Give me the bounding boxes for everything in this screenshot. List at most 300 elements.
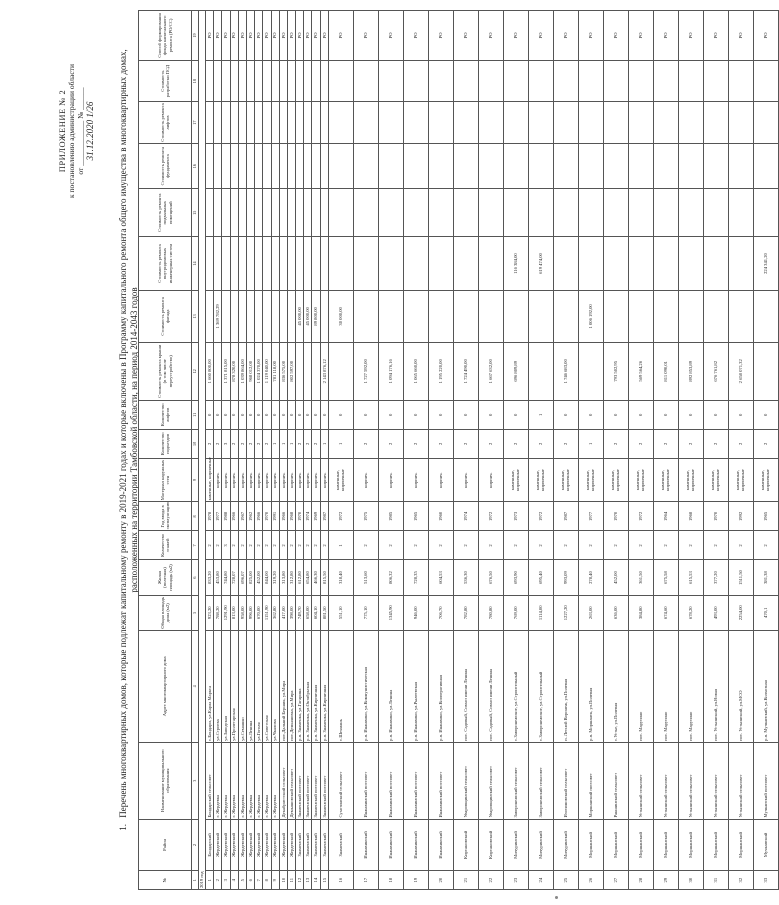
table-cell: 2: [478, 429, 503, 458]
table-cell: Мучкапский: [753, 819, 778, 871]
table-cell: Уваровщинский сельсовет: [453, 742, 478, 819]
column-header: Наименование муниципального образования: [139, 742, 192, 819]
table-cell: РО: [312, 11, 320, 61]
table-cell: 775,10: [353, 595, 378, 630]
table-cell: РО: [503, 11, 528, 61]
table-row: [703, 11, 728, 890]
table-row: [728, 11, 753, 890]
table-cell: [553, 102, 578, 143]
table-cell: Моршанский: [653, 819, 678, 871]
table-cell: РО: [238, 11, 246, 61]
table-cell: [255, 143, 263, 189]
table-cell: [296, 102, 304, 143]
table-cell: [628, 290, 653, 342]
table-cell: 2: [703, 429, 728, 458]
table-cell: [328, 102, 353, 143]
table-cell: 836 575,00: [279, 342, 287, 400]
table-cell: 0: [230, 400, 238, 429]
table-cell: пос. Марусино: [678, 630, 703, 742]
table-cell: 2: [378, 531, 403, 560]
table-cell: каменные, кирпичные: [553, 458, 578, 502]
table-cell: 224 341,20: [753, 237, 778, 291]
table-row: [678, 11, 703, 890]
column-number: 13: [192, 290, 199, 342]
column-number: 10: [192, 429, 199, 458]
table-cell: [238, 237, 246, 291]
table-cell: [478, 290, 503, 342]
column-number: 3: [192, 742, 199, 819]
table-cell: [728, 143, 753, 189]
table-cell: 0: [320, 400, 328, 429]
table-cell: 2: [578, 531, 603, 560]
table-cell: 452,00: [603, 560, 628, 595]
table-cell: 8: [263, 871, 271, 890]
table-cell: [296, 60, 304, 101]
table-cell: [263, 237, 271, 291]
table-cell: 0: [328, 400, 353, 429]
table-cell: Демьяновский сельсовет: [287, 742, 295, 819]
table-cell: 14: [312, 871, 320, 890]
table-cell: РО: [304, 11, 312, 61]
table-cell: г. Жердевка: [238, 742, 246, 819]
table-cell: 33: [753, 871, 778, 890]
table-cell: 25: [553, 871, 578, 890]
table-cell: [703, 143, 728, 189]
table-cell: 2: [296, 531, 304, 560]
column-number: 2: [192, 819, 199, 871]
table-cell: 1972: [528, 502, 553, 531]
column-number: 15: [192, 189, 199, 237]
table-cell: [678, 143, 703, 189]
table-cell: ул.Пролетарская: [230, 630, 238, 742]
table-row: [312, 11, 320, 890]
table-cell: пос. Устьинский, ул.Новая: [703, 630, 728, 742]
table-cell: 0: [214, 400, 222, 429]
table-cell: 361,50: [628, 560, 653, 595]
table-cell: 2: [206, 429, 214, 458]
table-cell: Ракшинский сельсовет: [603, 742, 628, 819]
column-number-row: [192, 11, 199, 890]
column-header: Способ формирования фонда капитального ремонта (РО/СС): [139, 11, 192, 61]
table-cell: 384,80: [628, 595, 653, 630]
table-cell: Бондарский: [206, 819, 214, 871]
table-cell: [753, 143, 778, 189]
table-cell: 881,50: [320, 595, 328, 630]
table-cell: 21: [453, 871, 478, 890]
table-cell: [753, 342, 778, 400]
column-header: Адрес многоквартирного дома: [139, 630, 192, 742]
table-cell: 16: [328, 871, 353, 890]
table-cell: р.п. Знаменка, ул.Октябрьская: [304, 630, 312, 742]
table-cell: 13: [304, 871, 312, 890]
table-cell: [478, 143, 503, 189]
table-cell: Жердевский: [230, 819, 238, 871]
table-cell: [378, 102, 403, 143]
table-cell: 1991: [271, 502, 279, 531]
table-cell: [603, 102, 628, 143]
table-cell: [279, 237, 287, 291]
table-cell: Инжавинский: [403, 819, 428, 871]
table-cell: кирпич.: [428, 458, 453, 502]
table-cell: 678,20: [678, 595, 703, 630]
table-row: [287, 11, 295, 890]
table-cell: РО: [246, 11, 254, 61]
table-cell: [653, 290, 678, 342]
table-cell: ул.Советская: [263, 630, 271, 742]
table-cell: [230, 102, 238, 143]
table-cell: [279, 290, 287, 342]
table-cell: 0: [553, 400, 578, 429]
table-cell: РО: [453, 11, 478, 61]
table-cell: 2: [728, 531, 753, 560]
table-cell: 968 012,00: [246, 342, 254, 400]
column-number: 8: [192, 502, 199, 531]
table-cell: 695,40: [528, 560, 553, 595]
table-cell: 0: [287, 400, 295, 429]
table-cell: РО: [287, 11, 295, 61]
table-cell: [263, 189, 271, 237]
table-cell: 1977: [214, 502, 222, 531]
table-cell: [312, 237, 320, 291]
table-cell: [728, 237, 753, 291]
table-cell: 782,80: [453, 595, 478, 630]
table-cell: [271, 290, 279, 342]
table-cell: 788,20: [214, 595, 222, 630]
table-cell: [578, 143, 603, 189]
table-cell: 29: [653, 871, 678, 890]
table-cell: 604,10: [312, 595, 320, 630]
table-cell: 19: [403, 871, 428, 890]
table-cell: Инжавинский поссовет: [353, 742, 378, 819]
table-cell: [503, 143, 528, 189]
table-cell: ул.Заводская: [222, 630, 230, 742]
table-cell: 2: [312, 429, 320, 458]
table-cell: [206, 60, 214, 101]
table-cell: 2: [214, 429, 222, 458]
table-cell: РО: [728, 11, 753, 61]
table-cell: 1977: [578, 502, 603, 531]
table-cell: [478, 60, 503, 101]
table-cell: 2: [553, 531, 578, 560]
table-cell: 2: [553, 429, 578, 458]
table-cell: Устьинский сельсовет: [678, 742, 703, 819]
table-cell: 1 195 220,00: [428, 342, 453, 400]
table-cell: [296, 237, 304, 291]
table-cell: РО: [603, 11, 628, 61]
table-row: [263, 11, 271, 890]
table-cell: [753, 290, 778, 342]
table-cell: [453, 143, 478, 189]
table-cell: [304, 189, 312, 237]
table-cell: [403, 143, 428, 189]
table-cell: 466,30: [312, 560, 320, 595]
table-cell: 769,00: [503, 595, 528, 630]
table-row: [206, 11, 214, 890]
table-cell: [271, 102, 279, 143]
table-cell: 22: [478, 871, 503, 890]
table-cell: 0: [628, 400, 653, 429]
table-cell: [378, 60, 403, 101]
table-cell: 1966: [255, 502, 263, 531]
table-row: [428, 11, 453, 890]
table-cell: Моршанский: [728, 819, 753, 871]
table-cell: 2: [378, 429, 403, 458]
table-cell: 569 564,26: [628, 342, 653, 400]
table-cell: [279, 102, 287, 143]
table-cell: [304, 60, 312, 101]
table-cell: [428, 143, 453, 189]
table-cell: [403, 102, 428, 143]
table-cell: 0: [271, 400, 279, 429]
table-cell: 551,10: [328, 595, 353, 630]
table-cell: 815,50: [320, 560, 328, 595]
table-cell: 319,20: [271, 560, 279, 595]
table-cell: 604,53: [428, 560, 453, 595]
table-cell: пос.Демьяновка, ул.Мира: [287, 630, 295, 742]
table-cell: 2: [246, 429, 254, 458]
table-cell: 12: [296, 871, 304, 890]
column-header: Стоимость ремонта внутридомовых инженерных систем: [139, 237, 192, 291]
table-cell: пос. Марусино: [628, 630, 653, 742]
table-cell: 0: [503, 400, 528, 429]
title-line-2: расположенных на территории Тамбовской области, на период 2014-2043 годов: [129, 287, 139, 593]
table-cell: [222, 237, 230, 291]
table-cell: [328, 143, 353, 189]
table-cell: кирпич.: [378, 458, 403, 502]
document-title: [118, 15, 140, 865]
table-cell: 1 006 192,00: [578, 290, 603, 342]
table-cell: [320, 60, 328, 101]
table-cell: кирпич.: [304, 458, 312, 502]
table-cell: 2: [296, 429, 304, 458]
table-cell: [296, 342, 304, 400]
table-cell: 417,00: [279, 595, 287, 630]
column-number: 19: [192, 11, 199, 61]
table-cell: 1970: [703, 502, 728, 531]
table-cell: кирпич.: [230, 458, 238, 502]
table-cell: 612,80: [296, 560, 304, 595]
table-cell: Инжавинский поссовет: [403, 742, 428, 819]
table-cell: 536,30: [453, 560, 478, 595]
table-cell: 1965: [753, 502, 778, 531]
table-cell: Устьинский сельсовет: [653, 742, 678, 819]
table-cell: 728,07: [230, 560, 238, 595]
table-cell: 2: [214, 531, 222, 560]
table-cell: РО: [528, 11, 553, 61]
table-cell: [453, 189, 478, 237]
table-cell: 453,80: [214, 560, 222, 595]
table-cell: 1967: [238, 502, 246, 531]
table-row: [378, 11, 403, 890]
column-header: Количество этажей: [139, 531, 192, 560]
table-cell: РО: [222, 11, 230, 61]
table-cell: 1291,90: [222, 595, 230, 630]
table-cell: каменные, кирпичные: [753, 458, 778, 502]
table-cell: [238, 60, 246, 101]
table-cell: ул.Семашко: [238, 630, 246, 742]
table-cell: кирпич.: [478, 458, 503, 502]
table-cell: [320, 189, 328, 237]
column-number: 1: [192, 871, 199, 890]
table-cell: [728, 102, 753, 143]
table-cell: 470,1: [753, 595, 778, 630]
table-cell: [378, 237, 403, 291]
table-cell: [428, 102, 453, 143]
table-cell: Жердевский: [263, 819, 271, 871]
table-row: [296, 11, 304, 890]
table-cell: 636,00: [603, 595, 628, 630]
column-number: 4: [192, 630, 199, 742]
table-cell: 1974: [304, 502, 312, 531]
table-cell: РО: [428, 11, 453, 61]
appendix-title: ПРИЛОЖЕНИЕ № 2: [57, 89, 67, 173]
table-cell: 18: [378, 871, 403, 890]
table-cell: [453, 102, 478, 143]
table-cell: [222, 290, 230, 342]
table-cell: [353, 102, 378, 143]
table-cell: 2: [287, 531, 295, 560]
table-cell: 825,00: [246, 560, 254, 595]
table-cell: [628, 237, 653, 291]
table-cell: 1 369 782,29: [214, 290, 222, 342]
table-cell: [353, 60, 378, 101]
table-cell: 0: [478, 400, 503, 429]
table-cell: 20: [428, 871, 453, 890]
table-cell: 11: [287, 871, 295, 890]
table-cell: 32: [728, 871, 753, 890]
column-header: Стоимость ремонта крыши (в том числе переустройство): [139, 342, 192, 400]
table-cell: [238, 143, 246, 189]
table-cell: [428, 237, 453, 291]
table-cell: РО: [320, 11, 328, 61]
table-cell: г. Жердевка: [214, 742, 222, 819]
table-cell: 0: [246, 400, 254, 429]
table-cell: Уваровщинский сельсовет: [478, 742, 503, 819]
table-cell: [603, 290, 628, 342]
table-cell: 1 119 040,00: [263, 342, 271, 400]
table-cell: Заворонежский сельсовет: [503, 742, 528, 819]
table-cell: кирпич.: [246, 458, 254, 502]
table-cell: ул.Строева: [214, 630, 222, 742]
table-cell: 1992: [728, 502, 753, 531]
table-cell: [428, 189, 453, 237]
table-cell: [528, 290, 553, 342]
table-cell: [287, 237, 295, 291]
table-cell: Кирсановский: [478, 819, 503, 871]
table-cell: 2: [271, 531, 279, 560]
table-cell: 1: [287, 429, 295, 458]
table-cell: 26: [578, 871, 603, 890]
table-cell: 116 384,00: [503, 237, 528, 291]
table-cell: каменные, кирпичные: [578, 458, 603, 502]
table-cell: 263,00: [578, 595, 603, 630]
table-cell: 811 090,01: [653, 342, 678, 400]
table-row: [453, 11, 478, 890]
table-cell: 728,35: [403, 560, 428, 595]
table-cell: РО: [279, 11, 287, 61]
table-cell: [453, 290, 478, 342]
table-cell: 1 094 176,16: [378, 342, 403, 400]
table-cell: кирпич.: [312, 458, 320, 502]
table-cell: каменные, кирпичные: [603, 458, 628, 502]
table-cell: Инжавинский поссовет: [428, 742, 453, 819]
table-cell: [528, 60, 553, 101]
table-cell: [206, 290, 214, 342]
table-cell: [287, 60, 295, 101]
table-cell: [353, 189, 378, 237]
table-cell: пос. Устьинский, ул.МСО: [728, 630, 753, 742]
table-cell: [528, 143, 553, 189]
table-cell: каменные, кирпичные: [206, 457, 212, 501]
table-cell: 28: [628, 871, 653, 890]
table-cell: [528, 189, 553, 237]
table-cell: [222, 60, 230, 101]
table-cell: 781 118,00: [271, 342, 279, 400]
table-cell: р.п. Моршанск, ул.Полевая: [578, 630, 603, 742]
table-cell: [287, 102, 295, 143]
table-cell: Мичуринский: [503, 819, 528, 871]
table-row: [222, 11, 230, 890]
table-cell: Жердевский: [255, 819, 263, 871]
table-cell: [238, 102, 246, 143]
table-cell: 0: [296, 400, 304, 429]
table-cell: [238, 290, 246, 342]
table-cell: 696,07: [238, 560, 246, 595]
table-cell: [753, 60, 778, 101]
table-cell: Жердевский: [214, 819, 222, 871]
table-cell: 2: [753, 531, 778, 560]
table-cell: [578, 189, 603, 237]
table-cell: с.Заворонежское, ул.Строительный: [528, 630, 553, 742]
table-cell: 0: [378, 400, 403, 429]
table-cell: 693,90: [503, 560, 528, 595]
table-cell: кирпич.: [263, 458, 271, 502]
table-cell: 2: [503, 531, 528, 560]
appendix-line-2: от ____________ № ______: [76, 87, 85, 175]
table-cell: Знаменский поссовет: [320, 742, 328, 819]
table-cell: 1972: [628, 502, 653, 531]
table-cell: 0: [703, 400, 728, 429]
table-cell: [246, 143, 254, 189]
table-cell: 9: [271, 871, 279, 890]
table-cell: [503, 189, 528, 237]
table-cell: Инжавинский поссовет: [378, 742, 403, 819]
table-cell: г. Жердевка: [255, 742, 263, 819]
table-cell: 2: [238, 531, 246, 560]
table-cell: каменные, кирпичные: [728, 458, 753, 502]
table-cell: 1978: [206, 502, 214, 531]
table-cell: 2: [279, 531, 287, 560]
table-cell: 946,00: [403, 595, 428, 630]
table-cell: 844,00: [263, 560, 271, 595]
table-cell: [353, 143, 378, 189]
table-cell: 619 474,00: [528, 237, 553, 291]
table-cell: 1966: [279, 502, 287, 531]
table-cell: 1972: [478, 502, 503, 531]
table-cell: [222, 189, 230, 237]
table-cell: [214, 102, 222, 143]
table-cell: каменные, кирпичные: [628, 458, 653, 502]
table-cell: РО: [378, 11, 403, 61]
table-cell: 1: [328, 429, 353, 458]
table-row: [279, 11, 287, 890]
table-cell: ул.Гоголя: [255, 630, 263, 742]
table-cell: 2: [230, 429, 238, 458]
table-cell: кирпич.: [238, 458, 246, 502]
table-cell: 1 039 864,00: [238, 342, 246, 400]
table-cell: пос.Дальний Бершик, ул.Мира: [279, 630, 287, 742]
table-cell: 1965: [403, 502, 428, 531]
